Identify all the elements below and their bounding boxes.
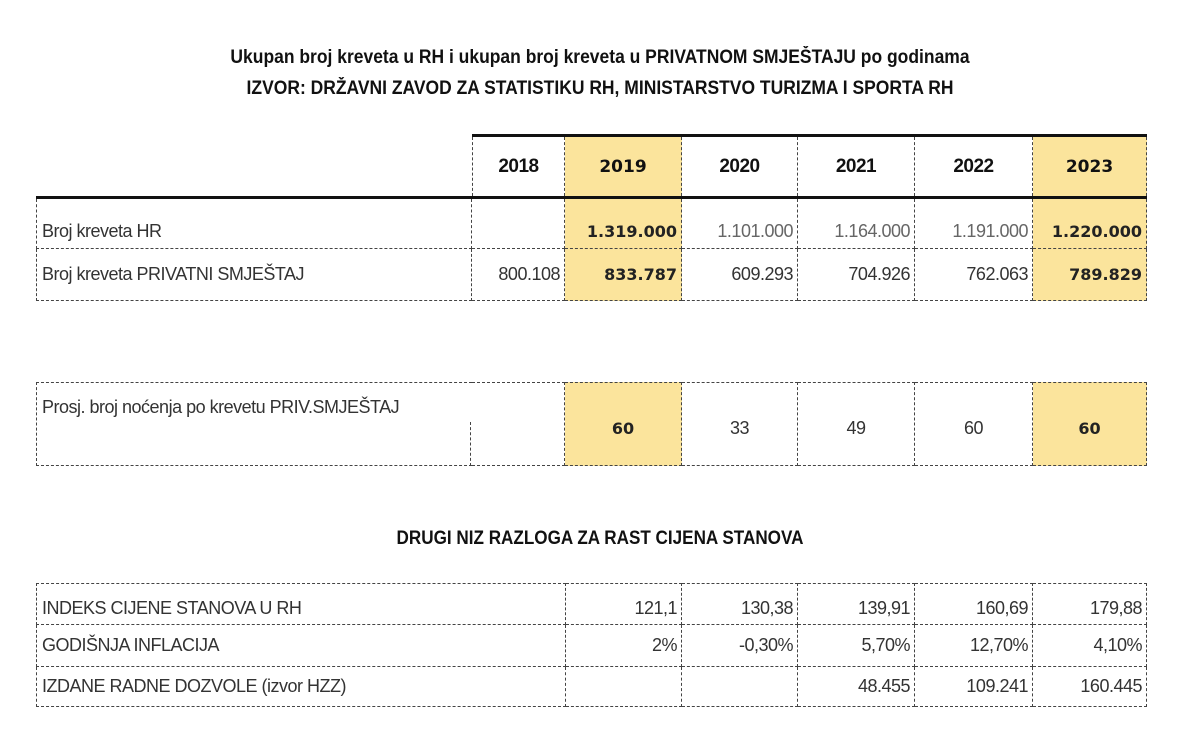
cell-work-permits-2019 <box>566 667 682 707</box>
cell-work-permits-2020 <box>682 667 798 707</box>
page-title: Ukupan broj kreveta u RH i ukupan broj kreveta u PRIVATNOM SMJEŠTAJU po godinama <box>230 47 970 68</box>
cell-beds-private-2021: 704.926 <box>798 249 915 301</box>
cell-beds-private-2020: 609.293 <box>682 249 798 301</box>
cell-beds-private-2019: 833.787 <box>565 249 682 301</box>
cell-beds-hr-2022: 1.191.000 <box>915 199 1033 249</box>
row-label-beds-hr: Broj kreveta HR <box>36 199 472 249</box>
cell-inflation-2023: 4,10% <box>1033 625 1147 667</box>
cell-beds-hr-2021: 1.164.000 <box>798 199 915 249</box>
cell-price-index-2020: 130,38 <box>682 583 798 625</box>
row-label-avg-nights: Prosj. broj noćenja po krevetu PRIV.SMJEŠTAJ <box>36 382 472 466</box>
cell-price-index-2022: 160,69 <box>915 583 1033 625</box>
cell-avg-nights-2018 <box>472 382 565 466</box>
cell-beds-hr-2018 <box>472 199 565 249</box>
cell-avg-nights-2019: 60 <box>565 382 682 466</box>
cell-inflation-2020: -0,30% <box>682 625 798 667</box>
cell-inflation-2021: 5,70% <box>798 625 915 667</box>
cell-beds-hr-2020: 1.101.000 <box>682 199 798 249</box>
row-label-inflation: GODIŠNJA INFLACIJA <box>36 625 566 667</box>
row-label-work-permits: IZDANE RADNE DOZVOLE (izvor HZZ) <box>36 667 566 707</box>
year-header-2018: 2018 <box>472 137 565 196</box>
cell-price-index-2021: 139,91 <box>798 583 915 625</box>
cell-avg-nights-2020: 33 <box>682 382 798 466</box>
year-header-2022: 2022 <box>915 137 1033 196</box>
year-header-2021: 2021 <box>798 137 915 196</box>
cell-avg-nights-2021: 49 <box>798 382 915 466</box>
cell-work-permits-2022: 109.241 <box>915 667 1033 707</box>
cell-beds-private-2023: 789.829 <box>1033 249 1147 301</box>
cell-work-permits-2021: 48.455 <box>798 667 915 707</box>
cell-avg-nights-2022: 60 <box>915 382 1033 466</box>
partial-divider <box>470 422 471 466</box>
cell-work-permits-2023: 160.445 <box>1033 667 1147 707</box>
year-header-2020: 2020 <box>682 137 798 196</box>
source-line: IZVOR: DRŽAVNI ZAVOD ZA STATISTIKU RH, MINISTARSTVO TURIZMA I SPORTA RH <box>246 78 954 99</box>
row-label-beds-private: Broj kreveta PRIVATNI SMJEŠTAJ <box>36 249 472 301</box>
year-header-2019: 2019 <box>565 137 682 196</box>
cell-beds-hr-2019: 1.319.000 <box>565 199 682 249</box>
section-title: DRUGI NIZ RAZLOGA ZA RAST CIJENA STANOVA <box>396 528 804 549</box>
cell-beds-private-2018: 800.108 <box>472 249 565 301</box>
cell-inflation-2019: 2% <box>566 625 682 667</box>
year-header-2023: 2023 <box>1033 137 1147 196</box>
cell-beds-private-2022: 762.063 <box>915 249 1033 301</box>
cell-beds-hr-2023: 1.220.000 <box>1033 199 1147 249</box>
cell-avg-nights-2023: 60 <box>1033 382 1147 466</box>
row-label-price-index: INDEKS CIJENE STANOVA U RH <box>36 583 566 625</box>
cell-inflation-2022: 12,70% <box>915 625 1033 667</box>
cell-price-index-2019: 121,1 <box>566 583 682 625</box>
cell-price-index-2023: 179,88 <box>1033 583 1147 625</box>
